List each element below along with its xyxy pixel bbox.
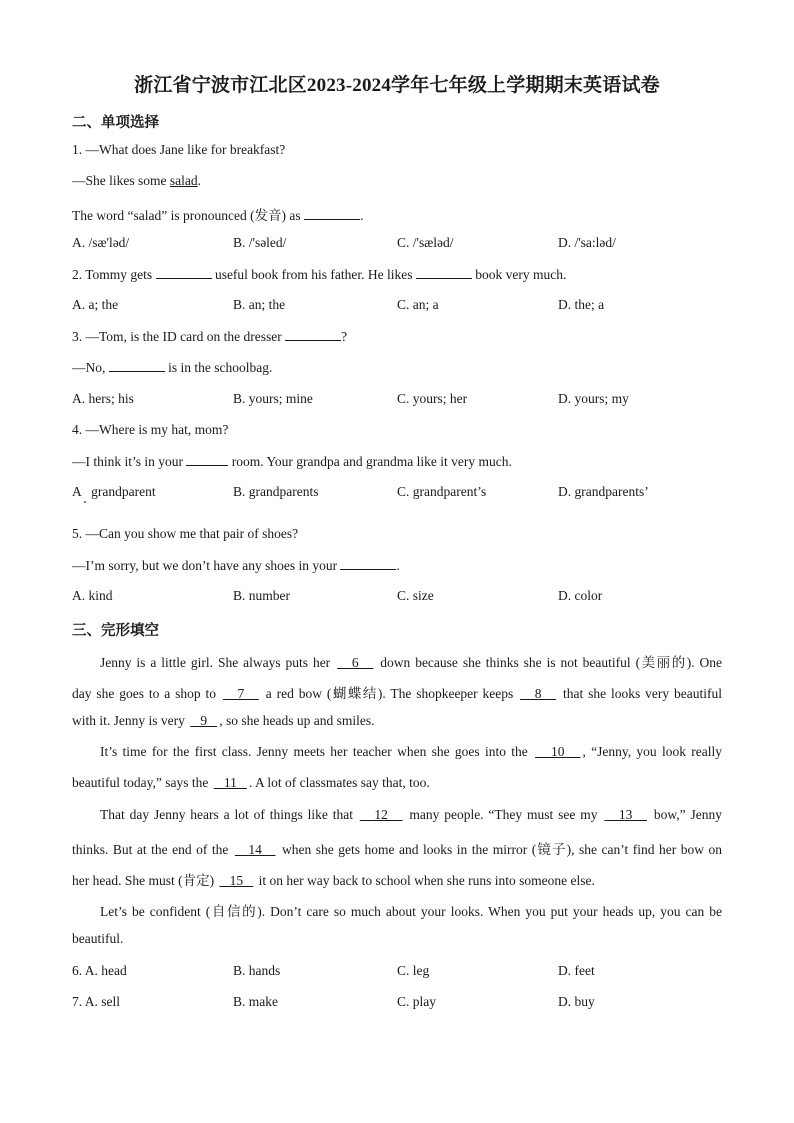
text: a red bow (蝴蝶结). The shopkeeper keeps xyxy=(260,686,519,701)
cloze-blank-12[interactable]: 12 xyxy=(359,807,403,822)
text: her head. She must (肯定) xyxy=(72,873,218,888)
q5-option-b[interactable]: B. number xyxy=(233,588,290,603)
stray-dot xyxy=(84,501,86,503)
q3-option-c[interactable]: C. yours; her xyxy=(397,391,468,406)
q1-line3-text: The word “salad” is pronounced (发音) as xyxy=(72,208,305,223)
cloze-p2-line1 xyxy=(72,744,722,760)
q5-option-a[interactable]: A. kind xyxy=(72,588,113,603)
q2-option-b[interactable]: B. an; the xyxy=(233,297,286,312)
answer-blank[interactable] xyxy=(109,359,165,372)
q2-option-c[interactable]: C. an; a xyxy=(397,297,439,312)
q4-line1: 4. —Where is my hat, mom? xyxy=(72,422,229,437)
q4-option-c[interactable]: C. grandparent’s xyxy=(397,484,487,499)
cloze-blank-9[interactable]: 9 xyxy=(190,713,218,728)
q3-line2-end: is in the schoolbag. xyxy=(164,360,273,375)
q3-line1 xyxy=(72,328,347,345)
q3-line1-text: 3. —Tom, is the ID card on the dresser xyxy=(72,329,286,344)
q4-line2-text: —I think it’s in your xyxy=(72,454,187,469)
q2-text-2: useful book from his father. He likes xyxy=(211,267,416,282)
q5-line1: 5. —Can you show me that pair of shoes? xyxy=(72,526,299,541)
page-title: 浙江省宁波市江北区2023-2024学年七年级上学期期末英语试卷 xyxy=(134,75,660,96)
answer-blank[interactable] xyxy=(186,453,228,466)
text: many people. “They must see my xyxy=(404,807,603,822)
cloze-blank-7[interactable]: 7 xyxy=(222,686,259,701)
section-heading-single-choice: 二、单项选择 xyxy=(72,115,159,131)
q7-option-b[interactable]: B. make xyxy=(233,994,278,1009)
cloze-p1-line3 xyxy=(72,713,722,729)
q3-option-a[interactable]: A. hers; his xyxy=(72,391,134,406)
text: beautiful today,” says the xyxy=(72,775,212,790)
q5-option-d[interactable]: D. color xyxy=(558,588,603,603)
text: That day Jenny hears a lot of things like that xyxy=(100,807,358,822)
q1-line2 xyxy=(72,173,201,189)
q1-line3-end: . xyxy=(360,208,364,223)
q1-underlined-word: salad xyxy=(169,173,198,188)
q3-line2 xyxy=(72,359,272,376)
q3-option-b[interactable]: B. yours; mine xyxy=(233,391,313,406)
answer-blank[interactable] xyxy=(340,557,396,570)
q5-line2-end: . xyxy=(396,558,400,573)
q1-line2-text: —She likes some xyxy=(72,173,170,188)
cloze-blank-6[interactable]: 6 xyxy=(337,655,374,670)
q5-option-c[interactable]: C. size xyxy=(397,588,434,603)
q2-stem xyxy=(72,266,566,283)
q4-line2 xyxy=(72,453,512,470)
q4-line2-end: room. Your grandpa and grandma like it very much. xyxy=(228,454,512,469)
text: when she gets home and looks in the mirror (镜子), she can’t find her bow on xyxy=(277,842,722,857)
cloze-blank-15[interactable]: 15 xyxy=(219,873,254,888)
answer-blank[interactable] xyxy=(285,328,341,341)
text: bow,” Jenny xyxy=(649,807,722,822)
q3-option-d[interactable]: D. yours; my xyxy=(558,391,629,406)
q5-line2 xyxy=(72,557,400,574)
cloze-blank-11[interactable]: 11 xyxy=(213,775,247,790)
answer-blank[interactable] xyxy=(416,266,472,279)
text: with it. Jenny is very xyxy=(72,713,189,728)
q6-option-c[interactable]: C. leg xyxy=(397,963,430,978)
q6-option-d[interactable]: D. feet xyxy=(558,963,595,978)
q1-option-b[interactable]: B. /'səled/ xyxy=(233,235,287,250)
cloze-blank-10[interactable]: 10 xyxy=(535,744,581,759)
q2-option-d[interactable]: D. the; a xyxy=(558,297,605,312)
q6-option-a[interactable]: 6. A. head xyxy=(72,963,127,978)
cloze-blank-8[interactable]: 8 xyxy=(520,686,557,701)
q7-option-c[interactable]: C. play xyxy=(397,994,436,1009)
text: , “Jenny, you look really xyxy=(582,744,723,759)
text: . A lot of classmates say that, too. xyxy=(248,775,430,790)
cloze-p4-line1: Let’s be confident (自信的). Don’t care so much about your looks. When you put your heads up, you can be xyxy=(100,904,722,919)
q1-line2-end: . xyxy=(197,173,201,188)
q4-option-a[interactable]: A grandparent xyxy=(72,484,156,499)
q3-line2-text: —No, xyxy=(72,360,109,375)
q6-option-b[interactable]: B. hands xyxy=(233,963,281,978)
section-heading-cloze: 三、完形填空 xyxy=(72,623,159,639)
q7-option-a[interactable]: 7. A. sell xyxy=(72,994,121,1009)
text: down because she thinks she is not beautiful (美丽的). One xyxy=(375,655,723,670)
text: that she looks very beautiful xyxy=(558,686,722,701)
q1-option-a[interactable]: A. /sæ'ləd/ xyxy=(72,235,130,250)
cloze-blank-13[interactable]: 13 xyxy=(604,807,648,822)
q7-option-d[interactable]: D. buy xyxy=(558,994,595,1009)
q2-option-a[interactable]: A. a; the xyxy=(72,297,119,312)
answer-blank[interactable] xyxy=(304,207,360,220)
text: It’s time for the first class. Jenny meets her teacher when she goes into the xyxy=(100,744,534,759)
text: it on her way back to school when she runs into someone else. xyxy=(255,873,595,888)
text: day she goes to a shop to xyxy=(72,686,221,701)
q3-line1-end: ? xyxy=(341,329,348,344)
cloze-p3-line2 xyxy=(72,838,722,858)
q1-line1: 1. —What does Jane like for breakfast? xyxy=(72,142,286,157)
q4-option-b[interactable]: B. grandparents xyxy=(233,484,319,499)
cloze-p1-line2 xyxy=(72,682,722,702)
text: thinks. But at the end of the xyxy=(72,842,233,857)
q1-option-c[interactable]: C. /'sæləd/ xyxy=(397,235,454,250)
q2-text-1: 2. Tommy gets xyxy=(72,267,156,282)
q4-option-d[interactable]: D. grandparents’ xyxy=(558,484,649,499)
answer-blank[interactable] xyxy=(156,266,212,279)
text: , so she heads up and smiles. xyxy=(219,713,375,728)
cloze-p4-line2: beautiful. xyxy=(72,931,124,946)
q2-text-3: book very much. xyxy=(471,267,567,282)
q5-line2-text: —I’m sorry, but we don’t have any shoes in your xyxy=(72,558,341,573)
q1-line3 xyxy=(72,204,363,224)
cloze-p2-line2 xyxy=(72,775,722,791)
cloze-p3-line3 xyxy=(72,869,722,889)
cloze-p3-line1 xyxy=(72,807,722,823)
cloze-blank-14[interactable]: 14 xyxy=(234,842,276,857)
text: Jenny is a little girl. She always puts her xyxy=(100,655,336,670)
q1-option-d[interactable]: D. /'sa:ləd/ xyxy=(558,235,616,250)
cloze-p1-line1 xyxy=(72,651,722,671)
